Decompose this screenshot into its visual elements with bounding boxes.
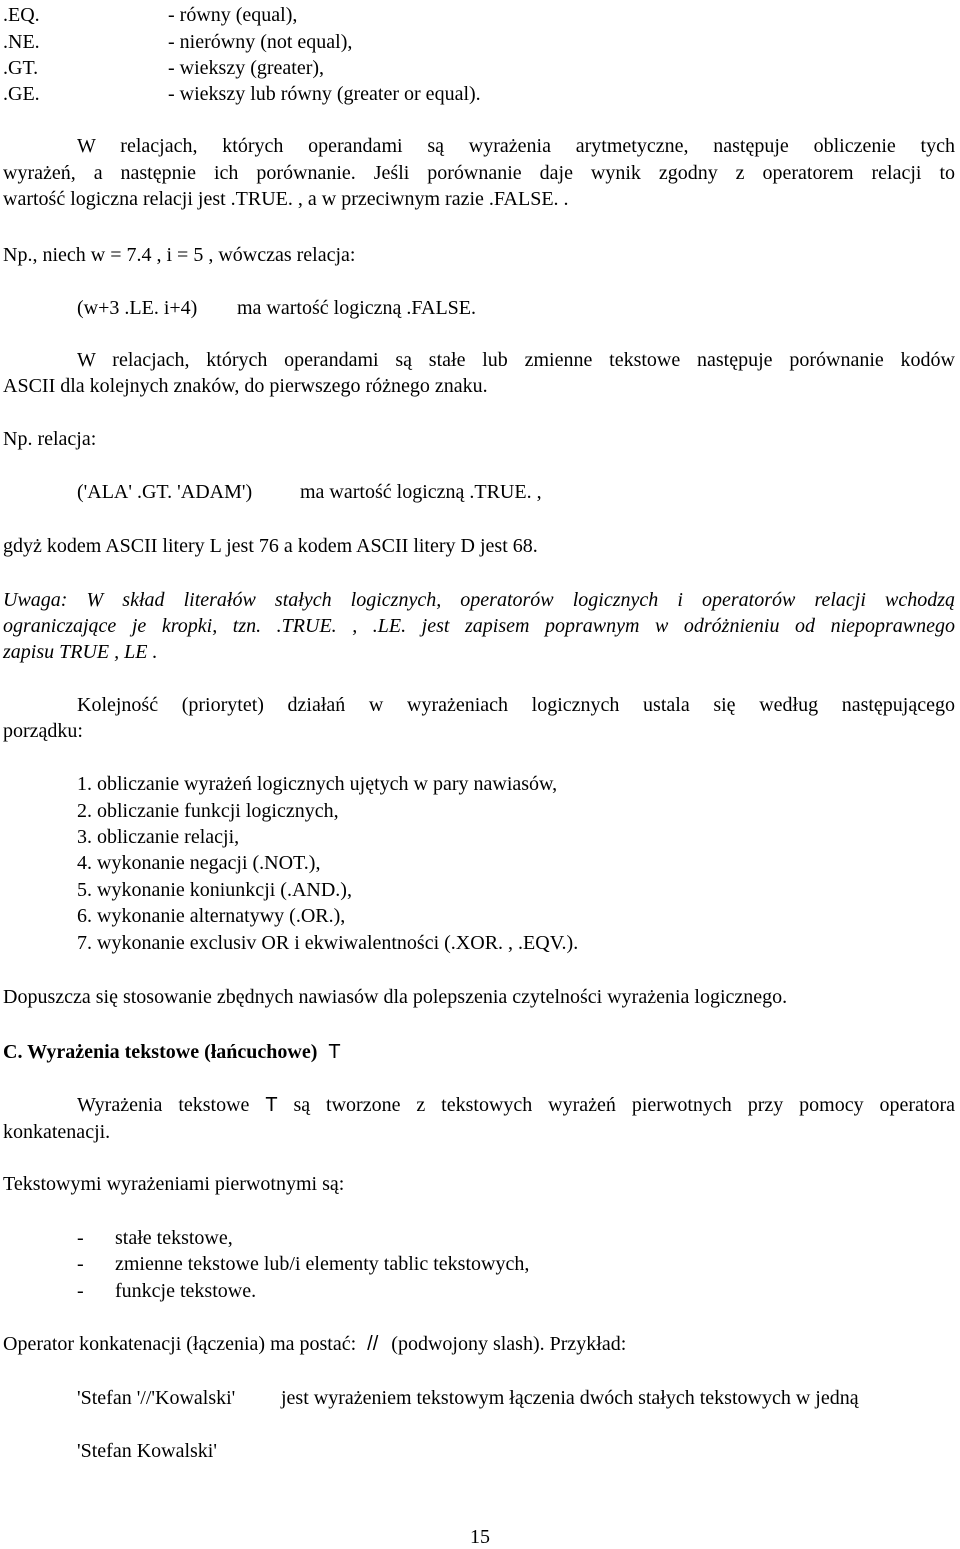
priority-item: 2. obliczanie funkcji logicznych, <box>77 800 339 822</box>
priority-item: 7. wykonanie exclusiv OR i ekwiwalentności (.XOR. , .EQV.). <box>77 932 579 954</box>
operator-code: .GE. <box>3 83 40 105</box>
section-heading-text: C. Wyrażenia tekstowe (łańcuchowe) <box>3 1041 318 1063</box>
operator-desc: - wiekszy lub równy (greater or equal). <box>168 83 481 105</box>
example-expression: 'Stefan '//'Kowalski' <box>77 1387 236 1409</box>
priority-item: 4. wykonanie negacji (.NOT.), <box>77 852 321 874</box>
example-expression: ('ALA' .GT. 'ADAM') <box>77 481 253 503</box>
paragraph-line: Tekstowymi wyrażeniami pierwotnymi są: <box>3 1173 345 1195</box>
paragraph-line: W relacjach, których operandami są wyrażenia arytmetyczne, następuje obliczenie tych <box>77 135 955 157</box>
example-intro: Np., niech w = 7.4 , i = 5 , wówczas relacja: <box>3 244 356 266</box>
section-heading-symbol: T <box>328 1041 341 1063</box>
example-desc: jest wyrażeniem tekstowym łączenia dwóch stałych tekstowych w jedną <box>281 1387 859 1409</box>
paragraph-line <box>3 1332 626 1356</box>
operator-desc: - nierówny (not equal), <box>168 31 353 53</box>
priority-item: 6. wykonanie alternatywy (.OR.), <box>77 905 346 927</box>
example-result: ma wartość logiczną .TRUE. , <box>300 481 542 503</box>
list-dash: - <box>77 1227 84 1249</box>
text-segment: są tworzone z tekstowych wyrażeń pierwotnych przy pomocy operatora <box>293 1094 956 1116</box>
note-line: ograniczające je kropki, tzn. .TRUE. , .LE. jest zapisem poprawnym w odróżnieniu od niepoprawnego <box>3 615 955 637</box>
list-item: funkcje tekstowe. <box>115 1280 257 1302</box>
paragraph-line: W relacjach, których operandami są stałe lub zmienne tekstowe następuje porównanie kodów <box>77 349 955 371</box>
list-dash: - <box>77 1253 84 1275</box>
section-heading <box>3 1040 341 1064</box>
example-intro: Np. relacja: <box>3 428 97 450</box>
concat-operator: // <box>367 1333 379 1355</box>
text-segment: (podwojony slash). Przykład: <box>391 1333 627 1355</box>
paragraph-line: ASCII dla kolejnych znaków, do pierwszego różnego znaku. <box>3 375 488 397</box>
operator-desc: - wiekszy (greater), <box>168 57 325 79</box>
priority-item: 1. obliczanie wyrażeń logicznych ujętych w pary nawiasów, <box>77 773 558 795</box>
list-dash: - <box>77 1280 84 1302</box>
paragraph-line: konkatenacji. <box>3 1121 111 1143</box>
example-result: 'Stefan Kowalski' <box>77 1440 217 1462</box>
paragraph-line: wyrażeń, a następnie ich porównanie. Jeśli porównanie daje wynik zgodny z operatorem relacji to <box>3 162 955 184</box>
paragraph-line <box>77 1093 955 1117</box>
paragraph-line: Dopuszcza się stosowanie zbędnych nawiasów dla polepszenia czytelności wyrażenia logicznego. <box>3 986 788 1008</box>
list-item: zmienne tekstowe lub/i elementy tablic tekstowych, <box>115 1253 530 1275</box>
page-number: 15 <box>470 1526 490 1548</box>
text-segment: Wyrażenia tekstowe <box>77 1094 250 1116</box>
paragraph-line: Kolejność (priorytet) działań w wyrażeniach logicznych ustala się według następującego <box>77 694 955 716</box>
example-reason: gdyż kodem ASCII litery L jest 76 a kodem ASCII litery D jest 68. <box>3 535 538 557</box>
operator-code: .GT. <box>3 57 39 79</box>
example-result: ma wartość logiczną .FALSE. <box>237 297 477 319</box>
operator-code: .EQ. <box>3 4 40 26</box>
text-segment: Operator konkatenacji (łączenia) ma postać: <box>3 1333 357 1355</box>
note-line: Uwaga: W skład literałów stałych logicznych, operatorów logicznych i operatorów relacji wchodzą <box>3 589 955 611</box>
priority-item: 5. wykonanie koniunkcji (.AND.), <box>77 879 352 901</box>
operator-desc: - równy (equal), <box>168 4 298 26</box>
note-line: zapisu TRUE , LE . <box>3 641 158 663</box>
paragraph-line: wartość logiczna relacji jest .TRUE. , a w przeciwnym razie .FALSE. . <box>3 188 569 210</box>
paragraph-line: porządku: <box>3 720 83 742</box>
operator-code: .NE. <box>3 31 40 53</box>
list-item: stałe tekstowe, <box>115 1227 233 1249</box>
priority-item: 3. obliczanie relacji, <box>77 826 240 848</box>
example-expression: (w+3 .LE. i+4) <box>77 297 198 319</box>
symbol-t: T <box>265 1094 278 1116</box>
